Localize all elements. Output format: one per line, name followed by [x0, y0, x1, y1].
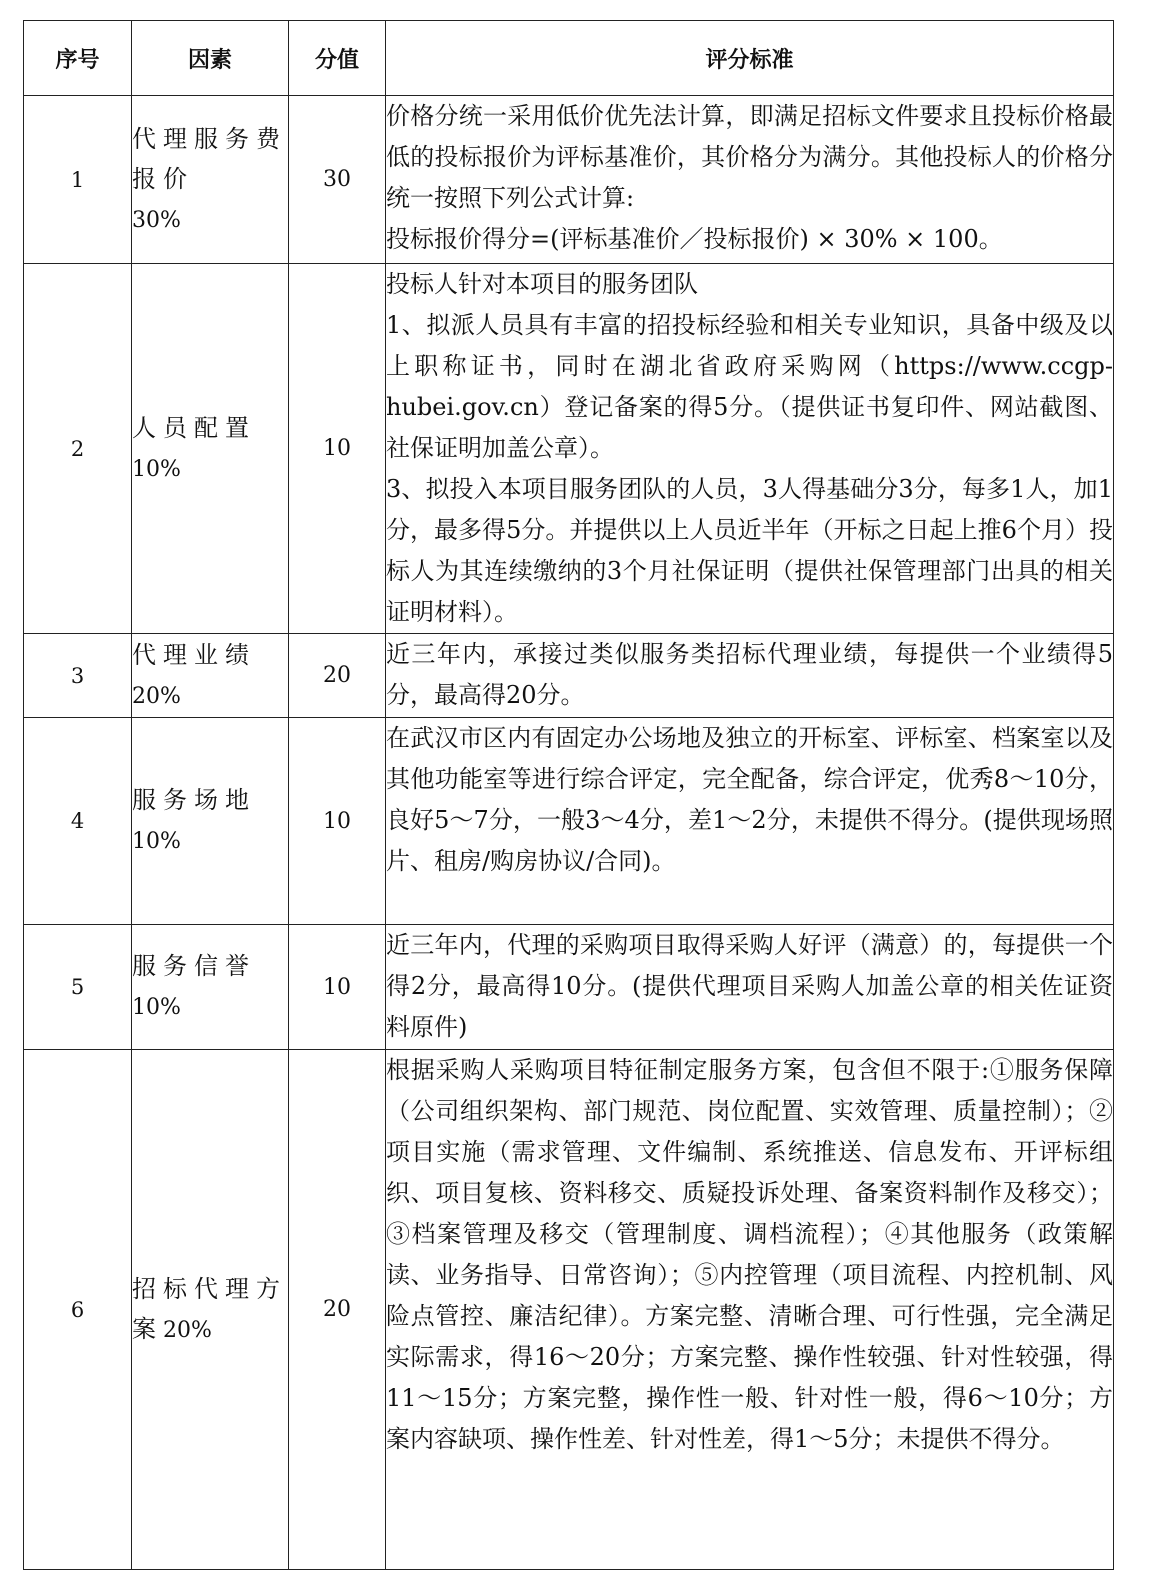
factor-label: 代理业绩 — [132, 640, 256, 669]
row-score: 20 — [289, 1050, 386, 1570]
header-criteria: 评分标准 — [386, 21, 1114, 96]
header-row — [24, 21, 1114, 96]
factor-percent: 20% — [163, 1317, 212, 1343]
row-score: 10 — [289, 718, 386, 925]
criteria-paragraph: 近三年内，承接过类似服务类招标代理业绩，每提供一个业绩得5分，最高得20分。 — [386, 640, 1113, 709]
row-factor — [132, 264, 289, 634]
criteria-paragraph: 近三年内，代理的采购项目取得采购人好评（满意）的，每提供一个得2分，最高得10分。(提供代理项目采购人加盖公章的相关佐证资料原件) — [386, 931, 1113, 1041]
row-criteria — [386, 925, 1114, 1050]
criteria-paragraph: 3、拟投入本项目服务团队的人员，3人得基础分3分，每多1人，加1分，最多得5分。并提供以上人员近半年（开标之日起上推6个月）投标人为其连续缴纳的3个月社保证明（提供社保管理部门出具的相关证明材料）。 — [386, 475, 1113, 626]
row-criteria — [386, 1050, 1114, 1570]
factor-percent: 10% — [132, 829, 181, 854]
header-factor: 因素 — [132, 21, 289, 96]
row-factor — [132, 925, 289, 1050]
row-seq: 1 — [24, 96, 132, 264]
table-row — [24, 718, 1114, 925]
factor-percent: 10% — [132, 995, 181, 1020]
table-row — [24, 96, 1114, 264]
factor-label: 服务场地 — [132, 786, 256, 814]
factor-label: 招标代理方案 — [132, 1274, 287, 1343]
factor-percent: 30% — [132, 207, 181, 233]
criteria-paragraph: 价格分统一采用低价优先法计算，即满足招标文件要求且投标价格最低的投标报价为评标基准价，其价格分为满分。其他投标人的价格分统一按照下列公式计算: — [386, 102, 1113, 212]
table-row — [24, 634, 1114, 718]
factor-label: 代理服务费报价 — [132, 124, 287, 193]
row-score: 10 — [289, 925, 386, 1050]
factor-label: 服务信誉 — [132, 952, 256, 980]
criteria-paragraph: 1、拟派人员具有丰富的招投标经验和相关专业知识，具备中级及以上职称证书，同时在湖北省政府采购网（https://www.ccgp-hubei.gov.cn）登记备案的得5分。（提供证书复印件、网站截图、社保证明加盖公章）。 — [386, 311, 1113, 462]
scoring-table — [23, 20, 1114, 1570]
row-criteria — [386, 718, 1114, 925]
table-row — [24, 264, 1114, 634]
factor-label: 人员配置 — [132, 413, 256, 442]
row-seq: 3 — [24, 634, 132, 718]
table-row — [24, 925, 1114, 1050]
table-row — [24, 1050, 1114, 1570]
factor-percent: 20% — [132, 683, 181, 709]
factor-percent: 10% — [132, 456, 181, 482]
criteria-paragraph: 根据采购人采购项目特征制定服务方案，包含但不限于:①服务保障（公司组织架构、部门规范、岗位配置、实效管理、质量控制）；②项目实施（需求管理、文件编制、系统推送、信息发布、开评标组织、项目复核、资料移交、质疑投诉处理、备案资料制作及移交）；③档案管理及移交（管理制度、调档流程）；④其他服务（政策解读、业务指导、日常咨询）；⑤内控管理（项目流程、内控机制、风险点管控、廉洁纪律）。方案完整、清晰合理、可行性强，完全满足实际需求，得16～20分；方案完整、操作性较强、针对性较强，得11～15分；方案完整，操作性一般、针对性一般，得6～10分；方案内容缺项、操作性差、针对性差，得1～5分；未提供不得分。 — [386, 1056, 1113, 1453]
row-seq: 4 — [24, 718, 132, 925]
row-factor — [132, 634, 289, 718]
row-criteria — [386, 634, 1114, 718]
header-score: 分值 — [289, 21, 386, 96]
criteria-paragraph: 投标报价得分=(评标基准价／投标报价) × 30% × 100。 — [386, 225, 1003, 253]
row-score: 10 — [289, 264, 386, 634]
row-seq: 6 — [24, 1050, 132, 1570]
row-seq: 5 — [24, 925, 132, 1050]
row-factor — [132, 718, 289, 925]
row-score: 20 — [289, 634, 386, 718]
criteria-paragraph: 在武汉市区内有固定办公场地及独立的开标室、评标室、档案室以及其他功能室等进行综合评定，完全配备，综合评定，优秀8～10分，良好5～7分，一般3～4分，差1～2分，未提供不得分。(提供现场照片、租房/购房协议/合同)。 — [386, 724, 1113, 875]
row-criteria — [386, 96, 1114, 264]
row-criteria — [386, 264, 1114, 634]
row-factor — [132, 96, 289, 264]
row-factor — [132, 1050, 289, 1570]
header-seq: 序号 — [24, 21, 132, 96]
criteria-paragraph: 投标人针对本项目的服务团队 — [386, 270, 698, 298]
row-score: 30 — [289, 96, 386, 264]
row-seq: 2 — [24, 264, 132, 634]
